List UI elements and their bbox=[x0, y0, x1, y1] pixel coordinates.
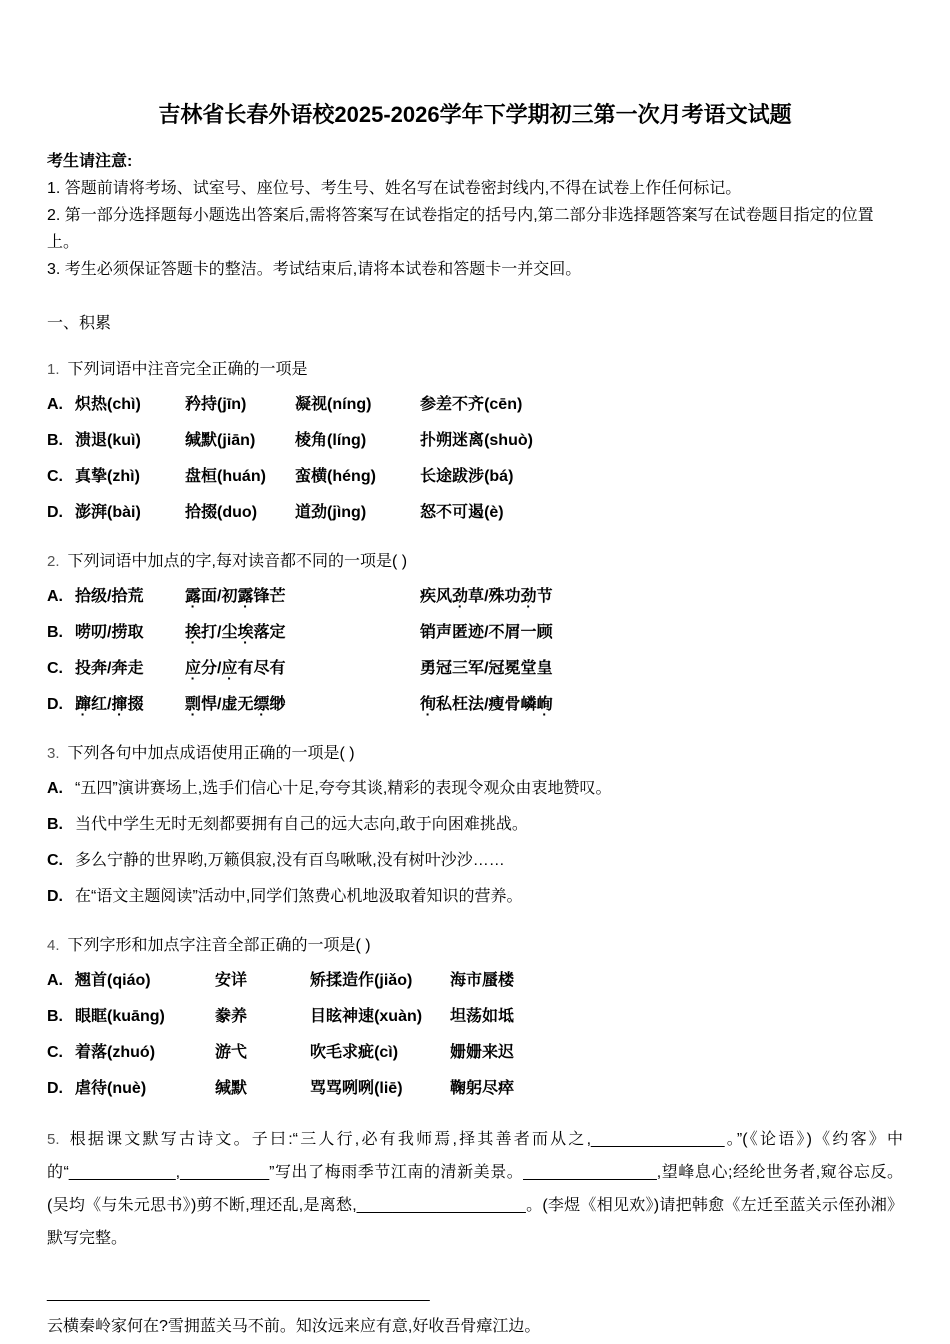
option-row bbox=[47, 459, 903, 495]
question-paragraph: 5. 根据课文默写古诗文。子曰:“三人行,必有我师焉,择其善者而从之,_______________。”(《论语》)《约客》中的“____________,__________”写出了梅雨季节江南的清新美景。_______________,望峰息心;经纶世务者,窥谷忘反。(吴均《与朱元思书》)剪不断,理还乱,是离愁,___________________。(李煜《相见欢》)请把韩愈《左迁至蓝关示侄孙湘》默写完整。 bbox=[47, 1131, 903, 1247]
option-cell: 蹿红/撺掇 bbox=[75, 696, 144, 713]
option-row bbox=[47, 879, 903, 915]
option-cell: 棱角(líng) bbox=[295, 432, 367, 449]
option-row bbox=[47, 807, 903, 843]
footer-block bbox=[47, 1279, 903, 1342]
question-number: 1. bbox=[47, 361, 60, 378]
page-title: 吉林省长春外语校2025-2026学年下学期初三第一次月考语文试题 bbox=[158, 102, 792, 127]
option-cell: 豢养 bbox=[215, 1008, 248, 1025]
option-cell: 参差不齐(cēn) bbox=[420, 396, 523, 413]
option-label: A. bbox=[47, 588, 63, 605]
option-row bbox=[47, 999, 903, 1035]
option-cell: 眼眶(kuāng) bbox=[75, 1008, 165, 1025]
option-row bbox=[47, 771, 903, 807]
option-cell: 盘桓(huán) bbox=[185, 468, 266, 485]
notice-section bbox=[47, 148, 903, 283]
option-label: C. bbox=[47, 660, 63, 677]
question-2 bbox=[47, 545, 903, 723]
option-cell: 炽热(chì) bbox=[75, 396, 141, 413]
option-cell: 坦荡如坻 bbox=[450, 1008, 515, 1025]
option-cell: 应分/应有尽有 bbox=[185, 660, 286, 677]
option-cell: 目眩神速(xuàn) bbox=[310, 1008, 423, 1025]
option-cell: “五四”演讲赛场上,选手们信心十足,夸夸其谈,精彩的表现令观众由衷地赞叹。 bbox=[75, 780, 612, 797]
option-cell: 销声匿迹/不屑一顾 bbox=[420, 624, 553, 641]
option-cell: 游弋 bbox=[215, 1044, 248, 1061]
option-cell: 澎湃(bài) bbox=[75, 504, 141, 521]
emphasized-char: 蹿 bbox=[75, 696, 92, 713]
option-label: B. bbox=[47, 816, 63, 833]
section-heading: 一、积累 bbox=[47, 315, 112, 332]
option-cell: 溃退(kuì) bbox=[75, 432, 141, 449]
question-number: 4. bbox=[47, 937, 60, 954]
emphasized-char: 缥 bbox=[253, 696, 270, 713]
option-row bbox=[47, 1071, 903, 1107]
option-row bbox=[47, 495, 903, 531]
option-cell: 道劲(jìng) bbox=[295, 504, 367, 521]
option-cell: 翘首(qiáo) bbox=[75, 972, 151, 989]
questions bbox=[47, 353, 903, 1255]
option-cell: 拾级/拾荒 bbox=[75, 588, 144, 605]
question-4 bbox=[47, 929, 903, 1107]
option-cell: 露面/初露锋芒 bbox=[185, 588, 286, 605]
option-row bbox=[47, 387, 903, 423]
emphasized-char: 应 bbox=[185, 660, 202, 677]
option-cell: 徇私枉法/瘦骨嶙峋 bbox=[420, 696, 553, 713]
option-cell: 虐待(nuè) bbox=[75, 1080, 147, 1097]
option-cell: 疾风劲草/殊功劲节 bbox=[420, 588, 553, 605]
emphasized-char: 劲 bbox=[520, 588, 537, 605]
option-label: D. bbox=[47, 888, 63, 905]
option-label: A. bbox=[47, 780, 63, 797]
question-stem: 2. 下列词语中加点的字,每对读音都不同的一项是( ) bbox=[47, 553, 408, 570]
question-5 bbox=[47, 1123, 903, 1255]
option-cell: 缄默(jiān) bbox=[185, 432, 256, 449]
option-cell: 矫揉造作(jiǎo) bbox=[310, 972, 413, 989]
option-cell: 在“语文主题阅读”活动中,同学们煞费心机地汲取着知识的营养。 bbox=[75, 888, 523, 905]
option-cell: 安详 bbox=[215, 972, 248, 989]
emphasized-char: 露 bbox=[237, 588, 254, 605]
option-row bbox=[47, 651, 903, 687]
option-label: A. bbox=[47, 972, 63, 989]
emphasized-char: 徇 bbox=[420, 696, 437, 713]
emphasized-char: 埃 bbox=[237, 624, 254, 641]
option-cell: 剽悍/虚无缥缈 bbox=[185, 696, 286, 713]
emphasized-char: 撺 bbox=[111, 696, 128, 713]
option-cell: 挨打/尘埃落定 bbox=[185, 624, 286, 641]
option-cell: 怒不可遏(è) bbox=[420, 504, 504, 521]
emphasized-char: 剽 bbox=[185, 696, 202, 713]
question-number: 5. bbox=[47, 1131, 60, 1148]
option-label: A. bbox=[47, 396, 63, 413]
option-row bbox=[47, 687, 903, 723]
notice-item: 2. 第一部分选择题每小题选出答案后,需将答案写在试卷指定的括号内,第二部分非选择题答案写在试卷题目指定的位置上。 bbox=[47, 207, 874, 251]
option-row bbox=[47, 615, 903, 651]
option-row bbox=[47, 963, 903, 999]
option-cell: 缄默 bbox=[215, 1080, 248, 1097]
option-cell: 姗姗来迟 bbox=[450, 1044, 515, 1061]
option-cell: 骂骂咧咧(liē) bbox=[310, 1080, 403, 1097]
emphasized-char: 应 bbox=[221, 660, 238, 677]
emphasized-char: 劲 bbox=[452, 588, 469, 605]
option-label: B. bbox=[47, 1008, 63, 1025]
question-3 bbox=[47, 737, 903, 915]
option-label: D. bbox=[47, 504, 63, 521]
option-row bbox=[47, 1035, 903, 1071]
option-label: D. bbox=[47, 1080, 63, 1097]
poem-last-line: 云横秦岭家何在?雪拥蓝关马不前。知汝远来应有意,好收吾骨瘴江边。 bbox=[47, 1318, 541, 1335]
question-stem: 1. 下列词语中注音完全正确的一项是 bbox=[47, 361, 308, 378]
emphasized-char: 露 bbox=[185, 588, 202, 605]
notice-item: 1. 答题前请将考场、试室号、座位号、考生号、姓名写在试卷密封线内,不得在试卷上作任何标记。 bbox=[47, 180, 742, 197]
notice-items bbox=[47, 175, 903, 283]
option-cell: 凝视(níng) bbox=[295, 396, 372, 413]
option-cell: 鞠躬尽瘁 bbox=[450, 1080, 515, 1097]
option-cell: 海市蜃楼 bbox=[450, 972, 515, 989]
option-label: C. bbox=[47, 1044, 63, 1061]
option-label: C. bbox=[47, 468, 63, 485]
option-label: B. bbox=[47, 432, 63, 449]
option-cell: 唠叨/捞取 bbox=[75, 624, 144, 641]
option-cell: 蛮横(héng) bbox=[295, 468, 376, 485]
question-stem: 4. 下列字形和加点字注音全部正确的一项是( ) bbox=[47, 937, 371, 954]
option-row bbox=[47, 579, 903, 615]
answer-blank-line: ___________________________________________ bbox=[47, 1285, 430, 1302]
option-label: D. bbox=[47, 696, 63, 713]
option-cell: 吹毛求疵(cì) bbox=[310, 1044, 399, 1061]
question-number: 2. bbox=[47, 553, 60, 570]
option-cell: 矜持(jīn) bbox=[185, 396, 247, 413]
question-stem: 3. 下列各句中加点成语使用正确的一项是( ) bbox=[47, 745, 355, 762]
option-label: B. bbox=[47, 624, 63, 641]
emphasized-char: 峋 bbox=[536, 696, 553, 713]
option-cell: 拾掇(duo) bbox=[185, 504, 258, 521]
notice-heading: 考生请注意: bbox=[47, 153, 133, 170]
option-row bbox=[47, 843, 903, 879]
option-cell: 长途跋涉(bá) bbox=[420, 468, 514, 485]
question-1 bbox=[47, 353, 903, 531]
option-row bbox=[47, 423, 903, 459]
option-cell: 扑朔迷离(shuò) bbox=[420, 432, 533, 449]
option-cell: 投奔/奔走 bbox=[75, 660, 144, 677]
question-number: 3. bbox=[47, 745, 60, 762]
emphasized-char: 挨 bbox=[185, 624, 202, 641]
option-label: C. bbox=[47, 852, 63, 869]
option-cell: 当代中学生无时无刻都要拥有自己的远大志向,敢于向困难挑战。 bbox=[75, 816, 528, 833]
option-cell: 真挚(zhì) bbox=[75, 468, 140, 485]
notice-item: 3. 考生必须保证答题卡的整洁。考试结束后,请将本试卷和答题卡一并交回。 bbox=[47, 261, 582, 278]
option-cell: 多么宁静的世界哟,万籁俱寂,没有百鸟啾啾,没有树叶沙沙…… bbox=[75, 852, 505, 869]
option-cell: 勇冠三军/冠冕堂皇 bbox=[420, 660, 553, 677]
option-cell: 着落(zhuó) bbox=[75, 1044, 156, 1061]
